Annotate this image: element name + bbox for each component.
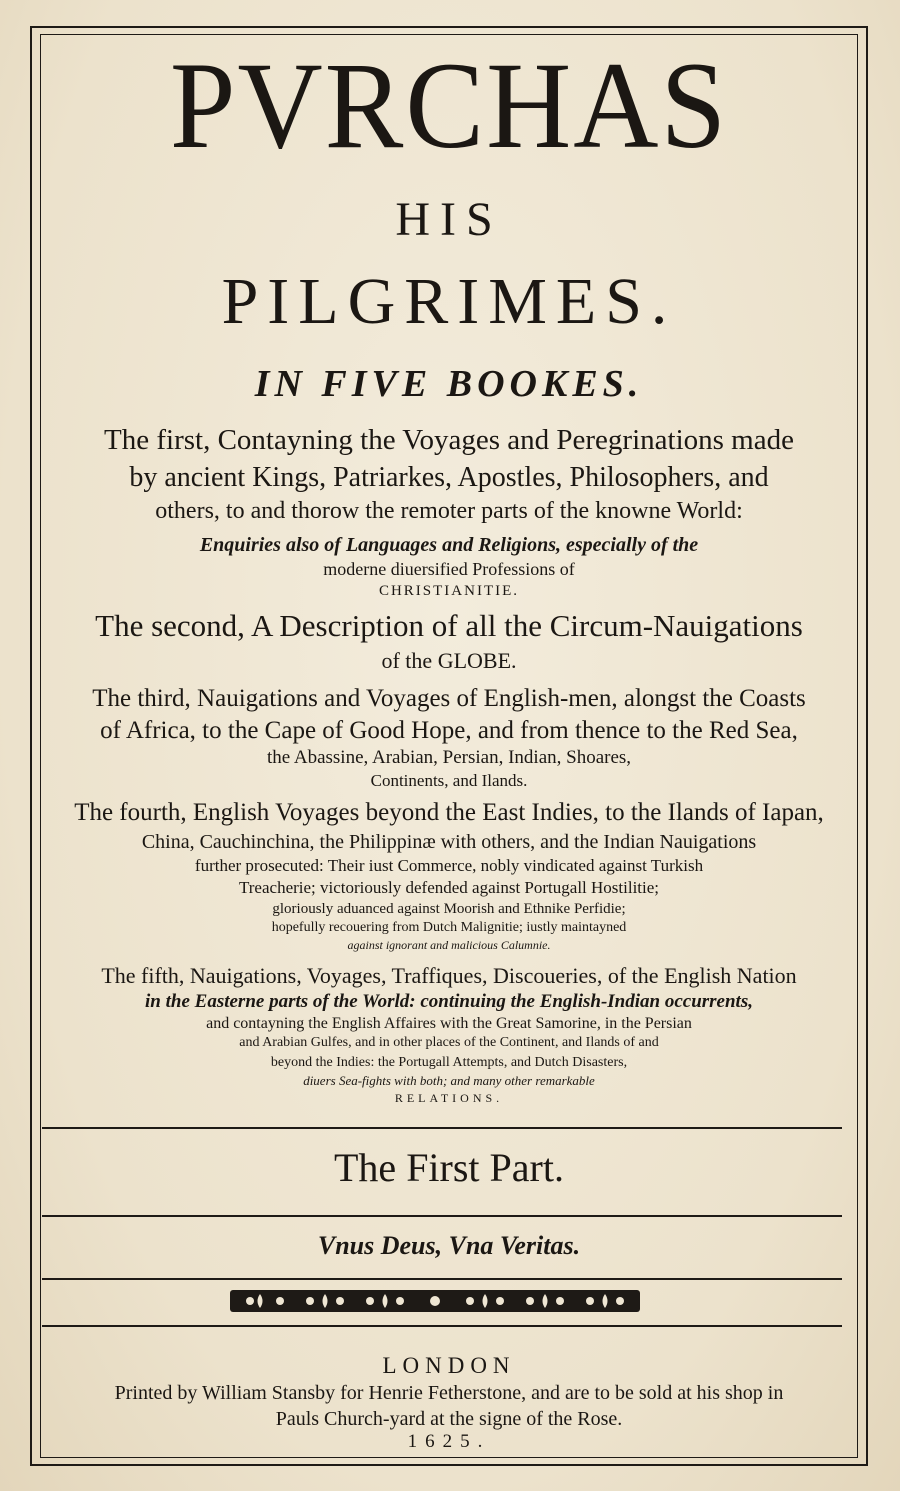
book3-line4: Continents, and Ilands. xyxy=(370,771,528,790)
book4-line1: The fourth, English Voyages beyond the East Indies, to the Ilands of Iapan, xyxy=(74,799,824,826)
book4-line6: hopefully recouering from Dutch Malignitie; iustly maintayned xyxy=(271,920,627,935)
title-his: HIS xyxy=(395,193,503,246)
book4-line7: against ignorant and malicious Calumnie. xyxy=(347,938,551,952)
imprint-line1: Printed by William Stansby for Henrie Fetherstone, and are to be sold at his shop in xyxy=(114,1382,784,1404)
ornament-band-icon xyxy=(230,1288,640,1314)
book4-line3: further prosecuted: Their iust Commerce, nobly vindicated against Turkish xyxy=(194,856,704,875)
book4-line4: Treacherie; victoriously defended against Portugall Hostilitie; xyxy=(238,878,660,897)
divider-rule xyxy=(42,1215,842,1217)
book5-line6: diuers Sea-fights with both; and many other remarkable xyxy=(303,1073,595,1088)
book5-line3: and contayning the English Affaires with the Great Samorine, in the Persian xyxy=(206,1015,692,1032)
imprint-line2: Pauls Church-yard at the signe of the Rose. xyxy=(275,1408,623,1430)
divider-rule xyxy=(42,1278,842,1280)
book5-line5: beyond the Indies: the Portugall Attempts, and Dutch Disasters, xyxy=(270,1055,628,1070)
book1-line6: CHRISTIANITIE. xyxy=(378,583,520,599)
book5-line2: in the Easterne parts of the World: continuing the English-Indian occurrents, xyxy=(145,991,753,1012)
book1-line2: by ancient Kings, Patriarkes, Apostles, Philosophers, and xyxy=(129,462,769,493)
book2-line1: The second, A Description of all the Circum-Nauigations xyxy=(95,608,803,643)
book1-line1: The first, Contayning the Voyages and Peregrinations made xyxy=(104,424,794,456)
imprint-city: LONDON xyxy=(382,1353,516,1378)
part-heading: The First Part. xyxy=(334,1145,564,1190)
book3-line3: the Abassine, Arabian, Persian, Indian, Shoares, xyxy=(266,747,632,768)
book1-line4: Enquiries also of Languages and Religions, especially of the xyxy=(199,534,699,556)
motto: Vnus Deus, Vna Veritas. xyxy=(317,1231,581,1260)
book5-line1: The fifth, Nauigations, Voyages, Traffiques, Discoueries, of the English Nation xyxy=(101,963,797,988)
book5-line7: RELATIONS. xyxy=(394,1091,504,1105)
book4-line5: gloriously aduanced against Moorish and Ethnike Perfidie; xyxy=(272,901,626,917)
book1-line3: others, to and thorow the remoter parts of the knowne World: xyxy=(155,498,743,524)
book2-line2: of the GLOBE. xyxy=(381,648,517,673)
book4-line2: China, Cauchinchina, the Philippinæ with others, and the Indian Nauigations xyxy=(141,831,757,853)
book3-line1: The third, Nauigations and Voyages of English-men, alongst the Coasts xyxy=(92,685,806,712)
title-pilgrimes: PILGRIMES. xyxy=(221,265,677,338)
title-purchas: PVRCHAS xyxy=(169,36,729,175)
divider-rule xyxy=(42,1127,842,1129)
book5-line4: and Arabian Gulfes, and in other places of the Continent, and Ilands of and xyxy=(239,1035,659,1050)
subtitle-five-bookes: IN FIVE BOOKES. xyxy=(254,363,644,405)
book1-line5: moderne diuersified Professions of xyxy=(323,559,575,579)
imprint-year: 1625. xyxy=(407,1431,491,1452)
book3-line2: of Africa, to the Cape of Good Hope, and from thence to the Red Sea, xyxy=(100,717,798,744)
divider-rule xyxy=(42,1325,842,1327)
